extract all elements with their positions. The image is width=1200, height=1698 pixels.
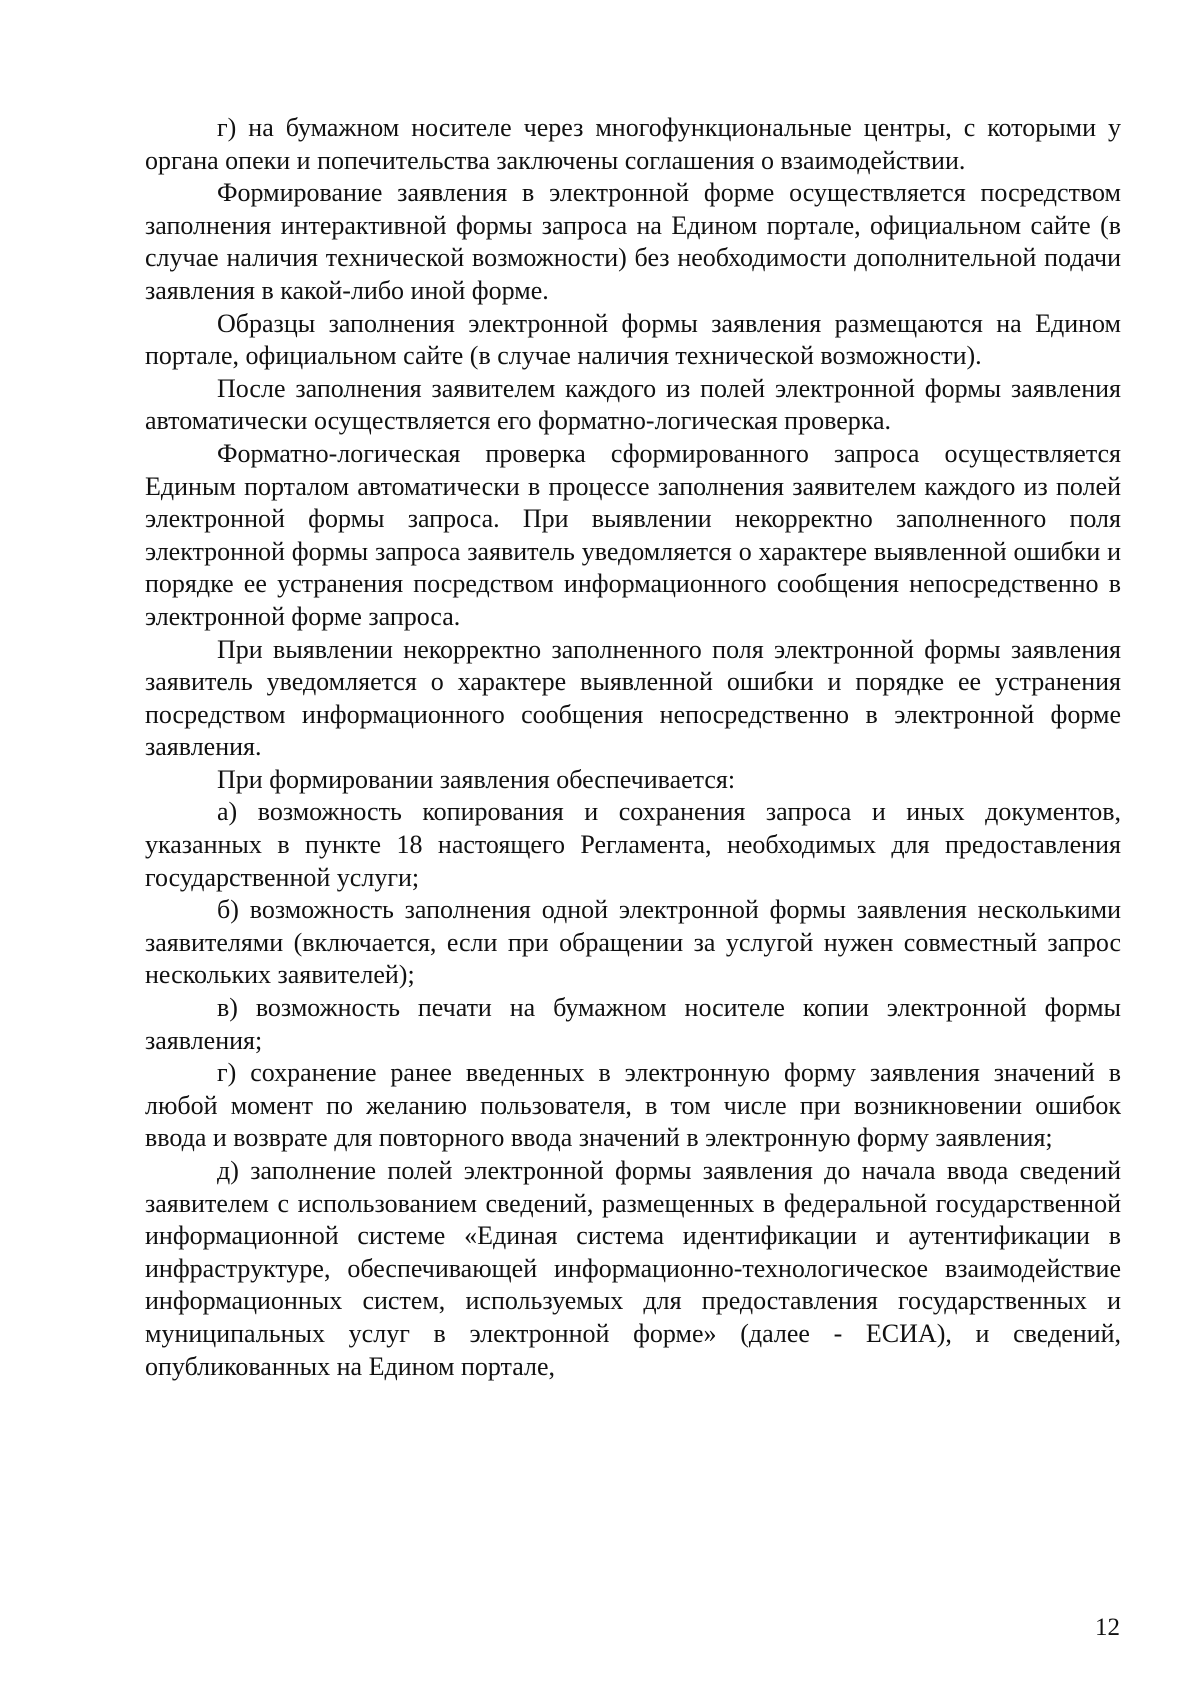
paragraph-item-v-print: в) возможность печати на бумажном носителе копии электронной формы заявления;	[145, 993, 1121, 1055]
paragraph-provided-features-heading: При формировании заявления обеспечивается:	[217, 764, 736, 794]
document-body	[145, 112, 1121, 1383]
paragraph-item-a-copy-save: а) возможность копирования и сохранения запроса и иных документов, указанных в пункте 18 настоящего Регламента, необходимых для предоставления государственной услуги;	[145, 797, 1121, 892]
paragraph-format-check-auto: После заполнения заявителем каждого из полей электронной формы заявления автоматически осуществляется его форматно-логическая проверка.	[145, 373, 1121, 436]
paragraph-item-g-save-values: г) сохранение ранее введенных в электронную форму заявления значений в любой момент по желанию пользователя, в том числе при возникновении ошибок ввода и возврате для повторного ввода значений в электронную форму заявления;	[145, 1058, 1121, 1153]
paragraph-item-b-multiple-applicants: б) возможность заполнения одной электронной формы заявления несколькими заявителями (включается, если при обращении за услугой нужен совместный запрос нескольких заявителей);	[145, 895, 1121, 990]
page-number: 12	[1095, 1614, 1120, 1641]
paragraph-item-g-paper: г) на бумажном носителе через многофункциональные центры, с которыми у органа опеки и попечительства заключены соглашения о взаимодействии.	[145, 113, 1121, 175]
paragraph-format-logic-check: Форматно-логическая проверка сформированного запроса осуществляется Единым порталом автоматически в процессе заполнения заявителем каждого из полей электронной формы запроса. При выявлении некорректно заполненного поля электронной формы запроса заявитель уведомляется о характере выявленной ошибки и порядке ее устранения посредством информационного сообщения непосредственно в электронной форме запроса.	[145, 438, 1121, 631]
paragraph-form-samples: Образцы заполнения электронной формы заявления размещаются на Едином портале, официальном сайте (в случае наличия технической возможности).	[145, 308, 1121, 371]
paragraph-item-d-prefill: д) заполнение полей электронной формы заявления до начала ввода сведений заявителем с использованием сведений, размещенных в федеральной государственной информационной системе «Единая система идентификации и аутентификации в инфраструктуре, обеспечивающей информационно-технологическое взаимодействие информационных систем, используемых для предоставления государственных и муниципальных услуг в электронной форме» (далее - ЕСИА), и сведений, опубликованных на Едином портале,	[145, 1156, 1121, 1381]
paragraph-electronic-form-creation: Формирование заявления в электронной форме осуществляется посредством заполнения интерактивной формы запроса на Едином портале, официальном сайте (в случае наличия технической возможности) без необходимости дополнительной подачи заявления в какой-либо иной форме.	[145, 178, 1121, 305]
paragraph-incorrect-field: При выявлении некорректно заполненного поля электронной формы заявления заявитель уведомляется о характере выявленной ошибки и порядке ее устранения посредством информационного сообщения непосредственно в электронной форме заявления.	[145, 634, 1121, 762]
